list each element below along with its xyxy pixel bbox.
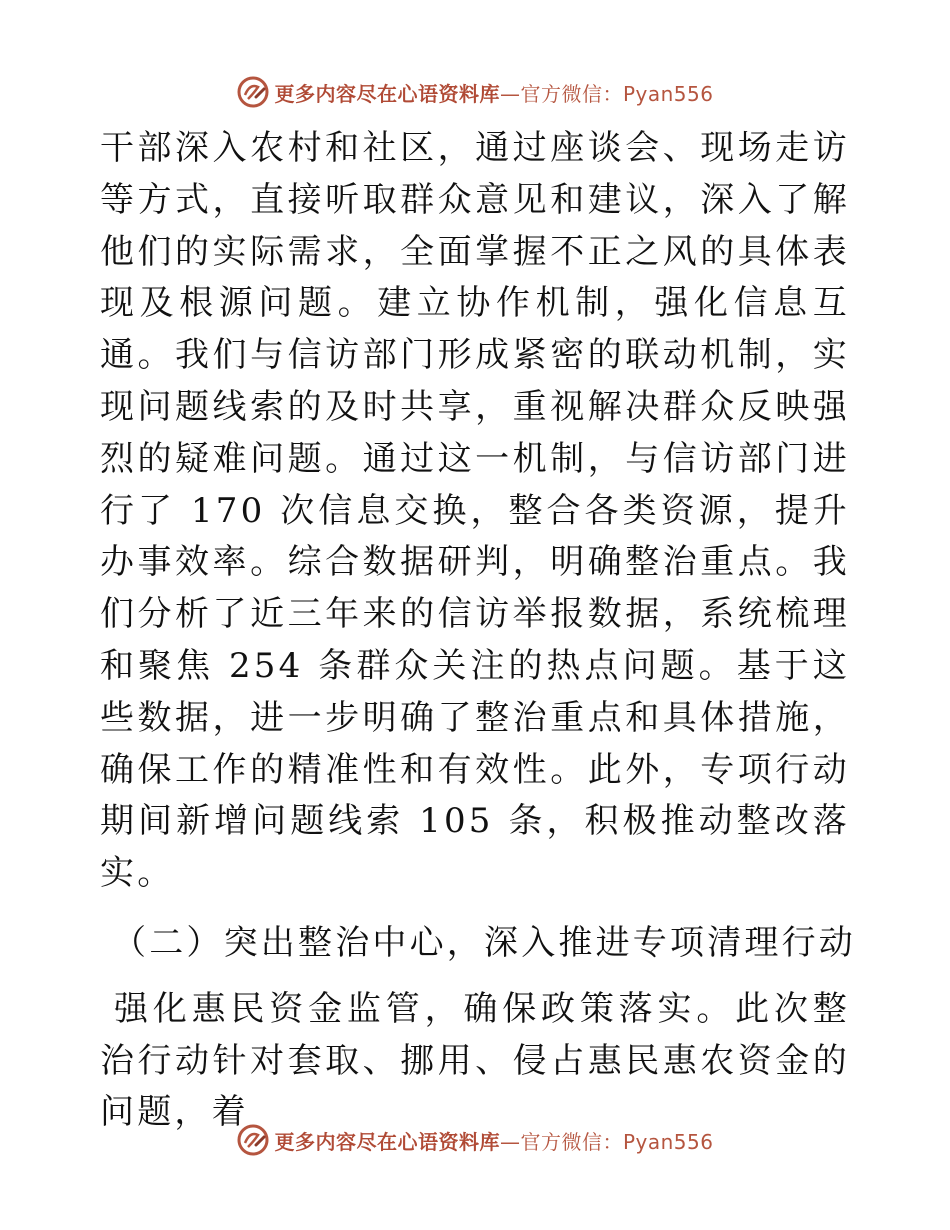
handwriting-logo-icon bbox=[236, 1123, 270, 1157]
body-paragraph: 强化惠民资金监管，确保政策落实。此次整治行动针对套取、挪用、侵占惠民惠农资金的问题，着 bbox=[100, 988, 850, 1133]
document-body bbox=[100, 123, 856, 1139]
watermark-text: 更多内容尽在心语资料库—官方微信：Pyan556 bbox=[274, 1129, 714, 1154]
watermark-text: 更多内容尽在心语资料库—官方微信：Pyan556 bbox=[274, 81, 714, 106]
section-heading: （二）突出整治中心，深入推进专项清理行动 bbox=[112, 922, 856, 963]
footer-watermark bbox=[0, 1120, 950, 1160]
body-paragraph: 干部深入农村和社区，通过座谈会、现场走访等方式，直接听取群众意见和建议，深入了解他们的实际需求，全面掌握不正之风的具体表现及根源问题。建立协作机制，强化信息互通。我们与信访部门形成紧密的联动机制，实现问题线索的及时共享，重视解决群众反映强烈的疑难问题。通过这一机制，与信访部门进行了 170 次信息交换，整合各类资源，提升办事效率。综合数据研判，明确整治重点。我们分析了近三年来的信访举报数据，系统梳理和聚焦 254 条群众关注的热点问题。基于这些数据，进一步明确了整治重点和具体措施，确保工作的精准性和有效性。此外，专项行动期间新增问题线索 105 条，积极推动整改落实。 bbox=[100, 128, 850, 894]
header-watermark bbox=[0, 72, 950, 112]
handwriting-logo-icon bbox=[236, 75, 270, 109]
